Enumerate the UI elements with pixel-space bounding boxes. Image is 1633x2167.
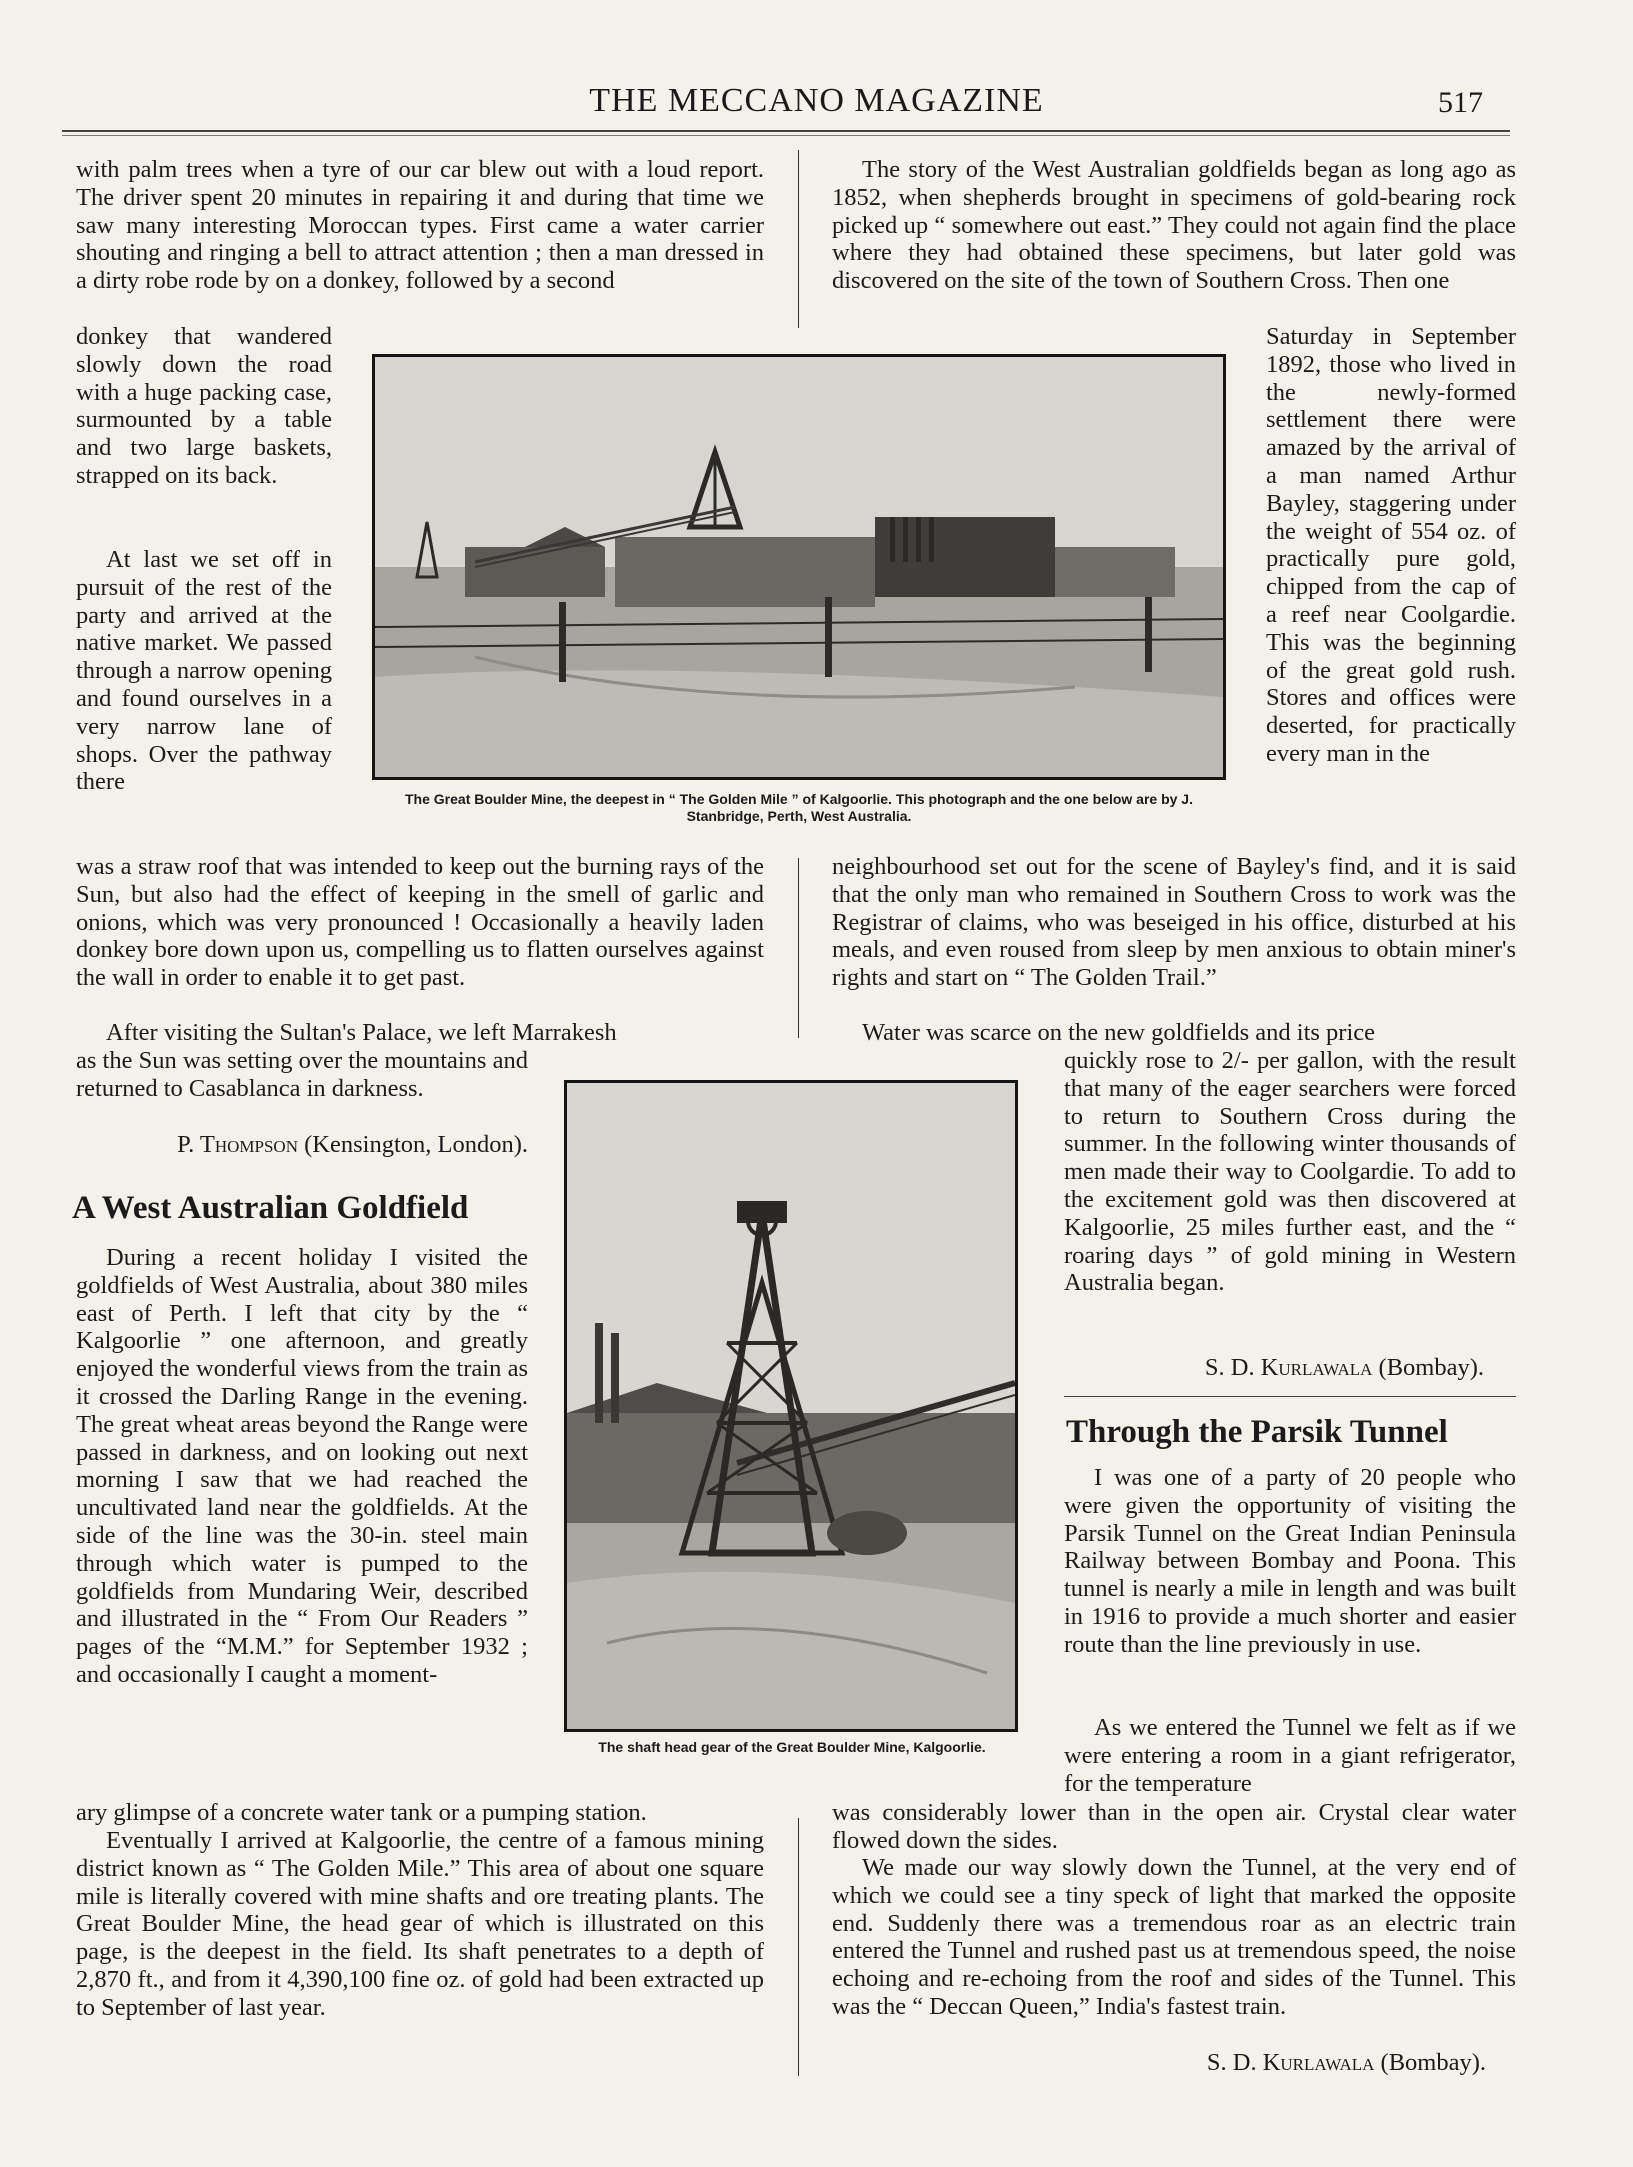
author-location: (Kensington, London). [298, 1131, 528, 1158]
body-paragraph: At last we set off in pursuit of the rest of the party and arrived at the native market. We passed through a narrow opening and found ourselves in a very narrow lane of shops. Over the pathway there [76, 546, 332, 796]
body-paragraph: After visiting the Sultan's Palace, we left Marrakesh [106, 1019, 617, 1046]
header-rule [62, 130, 1510, 132]
column-divider [798, 150, 799, 328]
body-paragraph: was considerably lower than in the open air. Crystal clear water flowed down the sides. [832, 1799, 1516, 1854]
page-number: 517 [1438, 86, 1483, 119]
author-location: (Bombay). [1374, 2049, 1486, 2076]
mine-photo-illustration [375, 357, 1223, 777]
body-paragraph: We made our way slowly down the Tunnel, at the very end of which we could see a tiny speck of light that marked the opposite end. Suddenly there was a tremendous roar as an electric train entered the Tunnel and rushed past us at tremendous speed, the noise echoing and re-echoing from the roof and sides of the Tunnel. This was the “ Deccan Queen,” India's fastest train. [832, 1854, 1516, 2020]
author-name: S. D. Kurlawala [1204, 1354, 1373, 1381]
author-name: S. D. Kurlawala [1206, 2049, 1375, 2076]
body-paragraph: ary glimpse of a concrete water tank or a pumping station. [76, 1799, 647, 1826]
body-paragraph: The story of the West Australian goldfields began as long ago as 1852, when shepherds brought in specimens of gold-bearing rock picked up “ somewhere out east.” They could not again find the place where they had obtained these specimens, but later gold was discovered on the site of the town of Southern Cross. Then one [832, 156, 1516, 295]
column-divider [798, 1818, 799, 2076]
article-heading: Through the Parsik Tunnel [1066, 1414, 1448, 1450]
article-heading: A West Australian Goldfield [72, 1190, 469, 1226]
magazine-title: THE MECCANO MAGAZINE [589, 82, 1044, 119]
author-signature [76, 1131, 528, 1159]
body-paragraph: Water was scarce on the new goldfields and its price [862, 1019, 1376, 1046]
author-signature [1064, 1354, 1484, 1382]
column-divider [798, 858, 799, 1038]
photo-caption: The Great Boulder Mine, the deepest in “ The Golden Mile ” of Kalgoorlie. This photograph and the one below are by J. Stanbridge, Perth, West Australia. [405, 791, 1193, 824]
header-rule-thin [62, 135, 1510, 136]
body-paragraph: donkey that wandered slowly down the road with a huge packing case, surmounted by a table and two large baskets, strapped on its back. [76, 323, 332, 489]
mine-photograph [372, 354, 1226, 780]
author-signature [832, 2049, 1486, 2077]
body-paragraph: As we entered the Tunnel we felt as if we were entering a room in a giant refrigerator, for the temperature [1064, 1714, 1516, 1797]
headgear-photo-illustration [567, 1083, 1015, 1729]
author-name: P. Thompson [177, 1131, 298, 1158]
body-paragraph: During a recent holiday I visited the goldfields of West Australia, about 380 miles east of Perth. I left that city by the “ Kalgoorlie ” one afternoon, and greatly enjoyed the wonderful views from the train as it crossed the Darling Range in the evening. The great wheat areas beyond the Range were passed in darkness, and on looking out next morning I saw that we had reached the uncultivated land near the goldfields. At the side of the line was the 30-in. steel main through which water is pumped to the goldfields from Mundaring Weir, described and illustrated in the “ From Our Readers ” pages of the “M.M.” for September 1932 ; and occasionally I caught a moment- [76, 1244, 528, 1688]
body-paragraph: was a straw roof that was intended to keep out the burning rays of the Sun, but also had the effect of keeping in the smell of garlic and onions, which was very pronounced ! Occasionally a heavily laden donkey bore down upon us, compelling us to flatten ourselves against the wall in order to enable it to get past. [76, 853, 764, 992]
body-paragraph: as the Sun was setting over the mountains and returned to Casablanca in darkness. [76, 1047, 528, 1102]
body-paragraph: quickly rose to 2/- per gallon, with the result that many of the eager searchers were forced to return to Southern Cross during the summer. In the following winter thousands of men made their way to Coolgardie. To add to the excitement gold was then discovered at Kalgoorlie, 25 miles further east, and the “ roaring days ” of gold mining in Western Australia began. [1064, 1047, 1516, 1297]
author-location: (Bombay). [1372, 1354, 1484, 1381]
body-paragraph: Saturday in September 1892, those who lived in the newly-formed settlement there were amazed by the arrival of a man named Arthur Bayley, staggering under the weight of 554 oz. of practically pure gold, chipped from the cap of a reef near Coolgardie. This was the beginning of the great gold rush. Stores and offices were deserted, for practically every man in the [1266, 323, 1516, 767]
photo-caption: The shaft head gear of the Great Boulder Mine, Kalgoorlie. [598, 1739, 986, 1755]
body-paragraph: neighbourhood set out for the scene of Bayley's find, and it is said that the only man who remained in Southern Cross to work was the Registrar of claims, who was beseiged in his office, disturbed at his meals, and even roused from sleep by men anxious to obtain miner's rights and start on “ The Golden Trail.” [832, 853, 1516, 992]
headgear-photograph [564, 1080, 1018, 1732]
section-rule [1064, 1396, 1516, 1397]
body-paragraph: I was one of a party of 20 people who were given the opportunity of visiting the Parsik Tunnel on the Great Indian Peninsula Railway between Bombay and Poona. This tunnel is nearly a mile in length and was built in 1916 to provide a much shorter and easier route than the line previously in use. [1064, 1464, 1516, 1658]
body-paragraph: with palm trees when a tyre of our car blew out with a loud report. The driver spent 20 minutes in repairing it and during that time we saw many interesting Moroccan types. First came a water carrier shouting and ringing a bell to attract attention ; then a man dressed in a dirty robe rode by on a donkey, followed by a second [76, 156, 764, 295]
body-paragraph: Eventually I arrived at Kalgoorlie, the centre of a famous mining district known as “ The Golden Mile.” This area of about one square mile is literally covered with mine shafts and ore treating plants. The Great Boulder Mine, the head gear of which is illustrated on this page, is the deepest in the field. Its shaft penetrates to a depth of 2,870 ft., and from it 4,390,100 fine oz. of gold had been extracted up to September of last year. [76, 1827, 764, 2021]
